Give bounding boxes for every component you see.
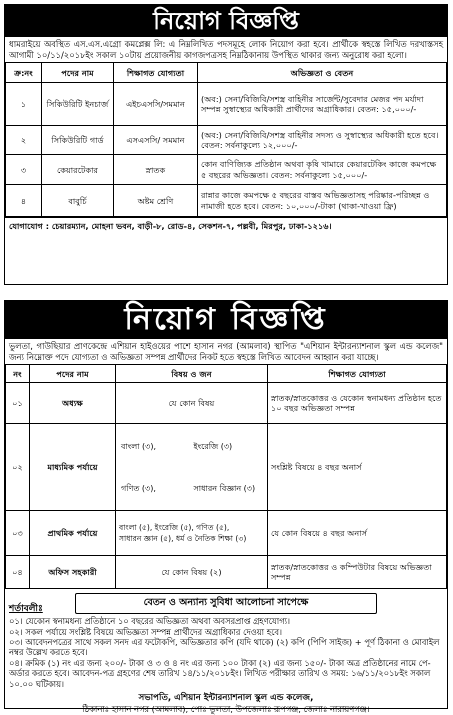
row-experience: রান্নার কাজে কমপক্ষে ৫ বছরের বাস্তব অভিজ্ঞতাসহ পরিষ্কার-পরিচ্ছন্ন ও নামাজী হতে হবে। বেতন: ১০,০০০/-টাকা (থাকা-খাওয়া ফ্রি)	[198, 185, 447, 217]
job-ad-ss-agro	[4, 4, 448, 285]
row-education: স্নাতক	[114, 155, 198, 185]
table-row	[6, 83, 447, 126]
header-education: শিক্ষাগত যোগ্যতা	[268, 365, 447, 383]
header-education: শিক্ষাগত যোগ্যতা	[114, 63, 198, 83]
table-header-row	[6, 365, 447, 383]
header-no: নং	[6, 365, 30, 383]
row-subjects	[116, 424, 268, 511]
secondary-subjects	[119, 425, 264, 509]
row-post: বাবুর্চি	[42, 185, 114, 217]
table-header-row	[6, 63, 447, 83]
subject-item: গণিত (৩),	[121, 483, 156, 493]
row-education: এসএসসি/ সমমান	[114, 126, 198, 155]
table-row	[6, 511, 447, 556]
row-post: সিকিউরিটি গার্ড	[42, 126, 114, 155]
table-row	[6, 424, 447, 511]
ad1-title: নিয়োগ বিজ্ঞপ্তি	[5, 5, 447, 37]
term-item: ০১। যেকোন স্বনামধন্য প্রতিষ্ঠানে ১০ বছরের অভিজ্ঞতা অথবা অবসরপ্রাপ্ত গ্রহণযোগ্য।	[9, 616, 291, 627]
job-ad-asian-school	[4, 300, 448, 715]
ad2-intro: ভুলতা, গাউছিয়ার প্রাণকেন্দ্রে এশিয়ান হাইওয়ের পাশে হাসান নগর (আমলাব) স্থাপিত "এশিয়ান ইন্টারন্যাশনাল স্কুল এন্ড কলেজ" জন্য নিম্নোক্ত পদে যোগ্যতা ও অভিজ্ঞতা সম্পন্ন প্রার্থীদের নিকট হতে স্বহস্তে লিখিত আবেদন আহ্বান করা যাচ্ছে।	[9, 341, 443, 362]
ad2-title: নিয়োগ বিজ্ঞপ্তি	[5, 301, 447, 339]
row-subjects	[116, 511, 268, 556]
table-row	[6, 155, 447, 185]
subject-item: বাংলা (৫), ইংরেজি (৫), গণিত (৫),	[119, 523, 230, 533]
subject-item: সাধারন বিজ্ঞান (৩)	[193, 483, 256, 493]
row-education: এইচএসসি/সমমান	[114, 83, 198, 126]
row-no: ৪	[6, 185, 42, 217]
row-education: অষ্টম শ্রেণি	[114, 185, 198, 217]
row-education: স্নাতক/স্নাতকোত্তর ও যেকোন স্বনামধন্য প্রতিষ্ঠান হতে ১০ বছর অভিজ্ঞতা সম্পন্ন	[268, 383, 447, 424]
row-post: সিকিউরিটি ইনচার্জ	[42, 83, 114, 126]
subject-item: বাংলা (৩),	[121, 441, 157, 451]
ad1-contact: যোগাযোগ : চেয়ারম্যান, মোহনা ভবন, বাড়ী-৮, রোড-৪, সেকশন-৭, পল্লবী, মিরপুর, ঢাকা-১২১৬।	[5, 217, 447, 237]
term-item: ০২। সকল পর্যায়ে সংশ্লিষ্ট বিষয়ে অভিজ্ঞতা সম্পন্ন প্রার্থীদের অগ্রাধিকার দেওয়া হবে।	[9, 626, 282, 637]
address-line: ঠিকানাঃ হাসান নগর (আমলাব), পোঃ ভুলতা, উপজেলাঃ রূপগঞ্জ, জেলাঃ নারায়ণগঞ্জ।	[82, 704, 370, 715]
term-item: ০৪। ক্রমিক (১) নং এর জন্য ২০০/- টাকা ও ৩ ও ৪ নং এর জন্য ১০০ টাকা (২) এর জন্য ১৫০/- টাকা অত্র প্রতিষ্ঠানের নামে পে-অর্ডার করতে হবে। আবেদন-পত্র গ্রহণের শেষ তারিখ ১৪/১১/২০১৮ইং। লিখিত পরীক্ষার তারিখ ও সময়: ১৬/১১/২০১৮ইং সকাল ১০.০০ ঘটিকায়।	[9, 657, 431, 689]
row-education: সংশ্লিষ্ট বিষয়ে ৪ বছর অনার্স	[268, 424, 447, 511]
terms-list	[5, 615, 447, 689]
table-row	[6, 185, 447, 217]
row-post: অফিস সহকারী	[30, 556, 116, 589]
row-subjects: যে কোন বিষয়	[116, 383, 268, 424]
row-no: ০১	[6, 383, 30, 424]
ad2-table	[5, 364, 447, 589]
row-education: স্নাতক/স্নাতকোত্তর ও কম্পিউটার বিষয়ে অভিজ্ঞতা সম্পন্ন	[268, 556, 447, 589]
row-subjects: যে কোন বিষয় (২)	[116, 556, 268, 589]
salary-note: বেতন ও অন্যান্য সুবিধা আলোচনা সাপেক্ষে	[75, 593, 377, 614]
ad1-intro: ধামরাইয়ে অবস্থিত এস.এস.এগ্রো কমপ্লেক্স লি: এ নিম্নলিখিত পদসমূহে লোক নিয়োগ করা হবে। প্রার্থীকে স্বহস্তে লিখিত দরখাস্তসহ আগামী ১০/১১/২০১৮ইং সকাল ১০টায় প্রয়োজনীয় কাগজপত্রসহ নিম্নঠিকানায় উপস্থিত থাকার জন্য অনুরোধ করা হলো।	[9, 39, 443, 60]
header-no: ক্র:নং	[6, 63, 42, 83]
row-post: কেয়ারটেকার	[42, 155, 114, 185]
ad1-table	[5, 62, 447, 217]
row-no: ৩	[6, 155, 42, 185]
header-post: পদের নাম	[42, 63, 114, 83]
row-experience: (অব:) সেনা/বিজিবি/সশস্ত্র বাহিনীর সার্জেন্ট/সুবেদার মেজর পদ মর্যাদা সম্পন্ন সুস্বাস্থ্যের অধিকারী প্রার্থীদের অগ্রাধিকার। বেতন: ১৫,০০০/-	[198, 83, 447, 126]
table-row	[6, 556, 447, 589]
row-post: মাধ্যমিক পর্যায়ে	[30, 424, 116, 511]
row-experience: কোন বাণিজ্যিক প্রতিষ্ঠান অথবা কৃষি খামারে কেয়ারটেকিং কাজে কমপক্ষে ৫ বছরের অভিজ্ঞতা। বেতন: সর্বনাকুল্যে ১৫,০০০/-	[198, 155, 447, 185]
header-experience: অভিজ্ঞতা ও বেতন	[198, 63, 447, 83]
term-item: ০৩। আবেদনপত্রের সাথে সকল সনদ এর ফটোকপি, অভিজ্ঞতার কপি (যদি থাকে) (২) কপি (পিপি সাইজ) + পূর্ণ ঠিকানা ও মোবাইল নম্বর উল্লেখ করতে হবে।	[9, 637, 440, 658]
terms-title: শর্তাবলীঃ	[9, 604, 43, 615]
signature-line: সভাপতি, এশিয়ান ইন্টারন্যাশনাল স্কুল এন্ড কলেজ,	[138, 693, 314, 704]
row-education: যে কোন বিষয়ে ৪ বছর অনার্স	[268, 511, 447, 556]
row-no: ০৪	[6, 556, 30, 589]
row-post: অধ্যক্ষ	[30, 383, 116, 424]
row-no: ০২	[6, 424, 30, 511]
row-post: প্রাথমিক পর্যায়ে	[30, 511, 116, 556]
row-no: ১	[6, 83, 42, 126]
header-subjects: বিষয় ও জন	[116, 365, 268, 383]
subject-item: সাধারন জ্ঞান (৫), ধর্ম ও নৈতিক শিক্ষা (৩)	[119, 534, 247, 544]
table-row	[6, 126, 447, 155]
subject-item: ইংরেজি (৩)	[193, 441, 233, 451]
row-no: ০৩	[6, 511, 30, 556]
row-no: ২	[6, 126, 42, 155]
table-row	[6, 383, 447, 424]
row-experience: (অব:) সেনা/বিজিবি/সশস্ত্র বাহিনীর সদস্য ও সুস্বাস্থ্যের অধিকারী হতে হবে। বেতন: সর্বনাকুল্যে ১২,০০০/-	[198, 126, 447, 155]
header-post: পদের নাম	[30, 365, 116, 383]
